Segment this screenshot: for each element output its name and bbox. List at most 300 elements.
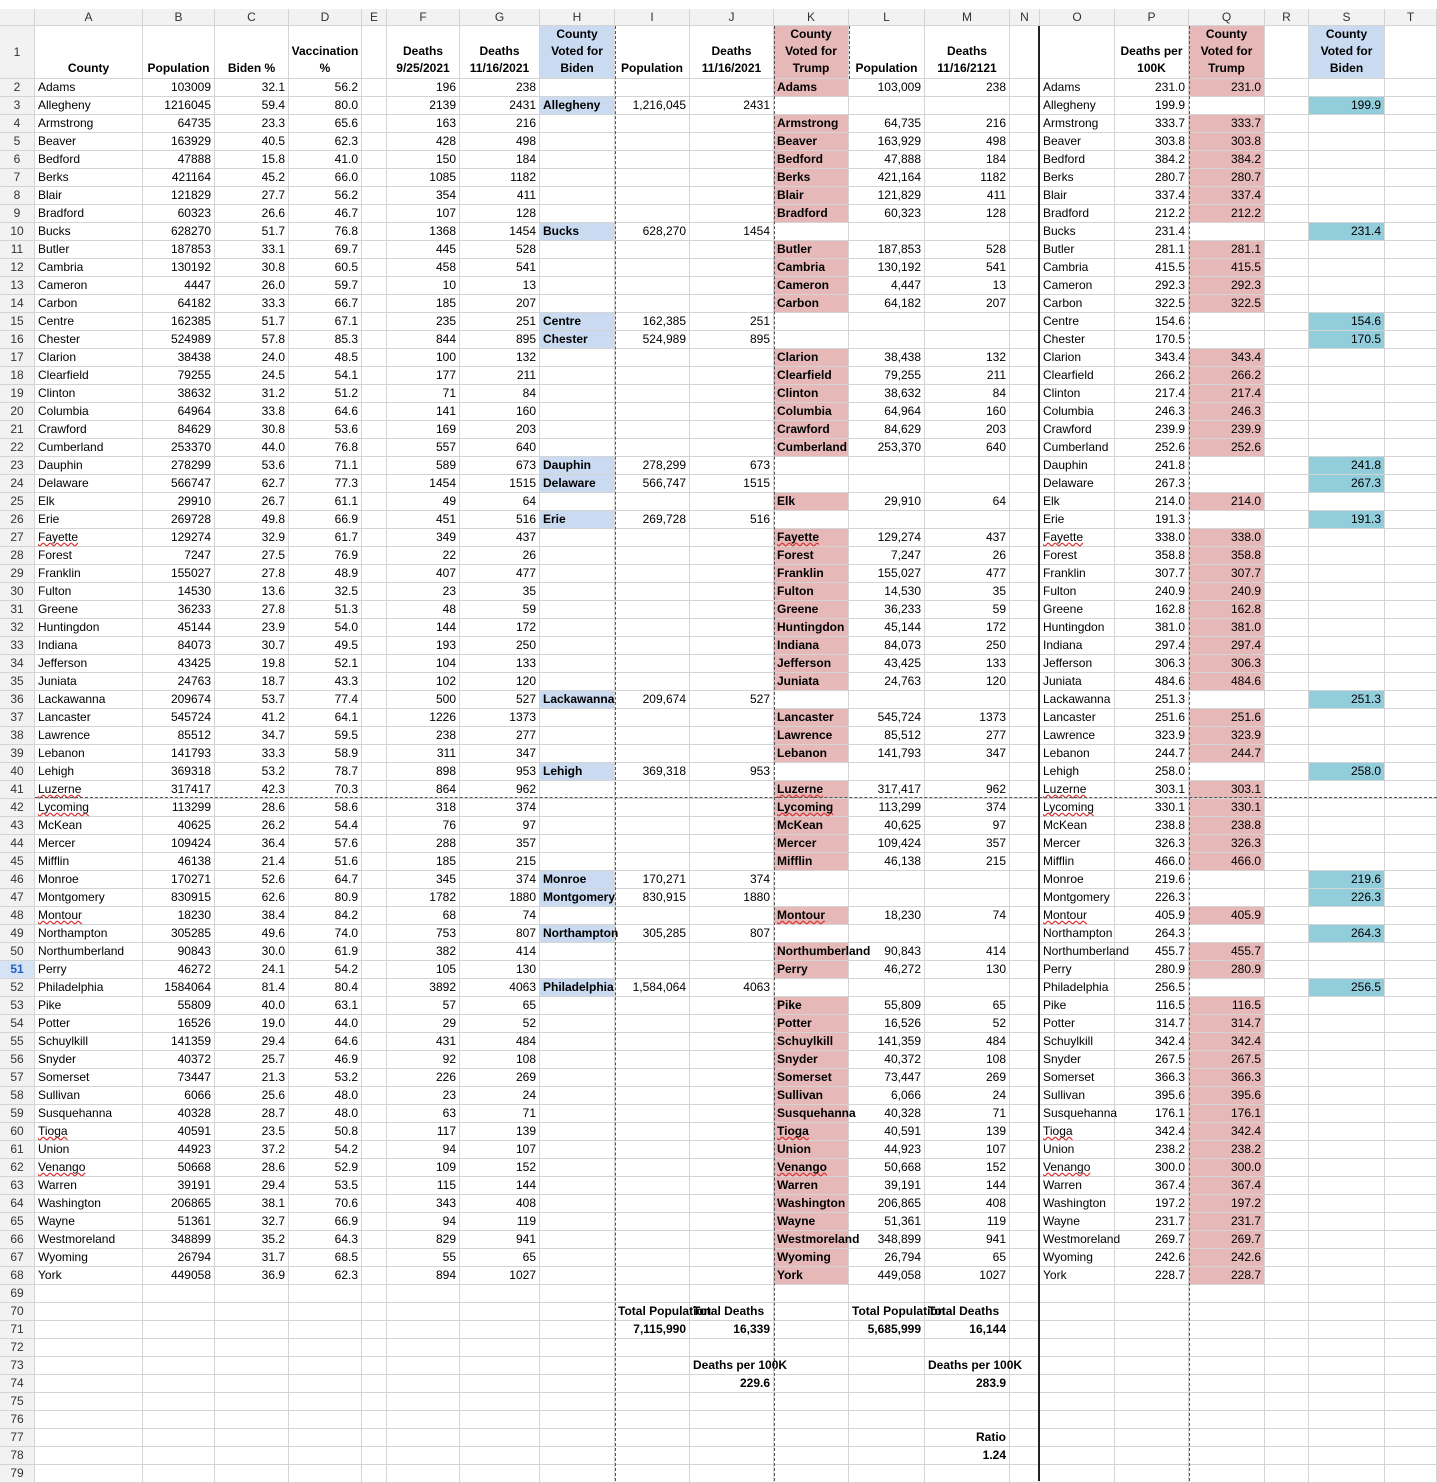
vaccination-cell[interactable]: 67.1 [289, 313, 362, 331]
empty-cell[interactable] [1189, 511, 1265, 529]
empty-cell[interactable] [540, 835, 615, 853]
empty-cell[interactable] [362, 1123, 387, 1141]
empty-cell[interactable] [1385, 1249, 1437, 1267]
trump-per100k-cell[interactable]: 300.0 [1189, 1159, 1265, 1177]
vaccination-cell[interactable]: 52.9 [289, 1159, 362, 1177]
population-cell[interactable]: 524989 [143, 331, 215, 349]
empty-cell[interactable] [1385, 205, 1437, 223]
biden-pct-cell[interactable]: 42.3 [215, 781, 289, 799]
empty-cell[interactable] [362, 421, 387, 439]
trump-deaths-cell[interactable]: 65 [925, 1249, 1010, 1267]
biden-deaths-cell[interactable]: 953 [690, 763, 774, 781]
empty-cell[interactable] [35, 1285, 143, 1303]
empty-cell[interactable] [1309, 1267, 1385, 1285]
per100k-cell[interactable]: 219.6 [1115, 871, 1189, 889]
empty-cell[interactable] [1265, 817, 1309, 835]
empty-cell[interactable] [615, 1141, 690, 1159]
county-name-copy[interactable]: Schuylkill [1040, 1033, 1115, 1051]
empty-cell[interactable] [362, 835, 387, 853]
empty-cell[interactable] [1010, 1429, 1040, 1447]
county-name-copy[interactable]: McKean [1040, 817, 1115, 835]
empty-cell[interactable] [35, 1393, 143, 1411]
empty-cell[interactable] [925, 457, 1010, 475]
empty-cell[interactable] [387, 1429, 460, 1447]
empty-cell[interactable] [1265, 907, 1309, 925]
trump-per100k-cell[interactable]: 292.3 [1189, 277, 1265, 295]
empty-cell[interactable] [615, 1375, 690, 1393]
empty-cell[interactable] [774, 1429, 849, 1447]
trump-per100k-cell[interactable]: 214.0 [1189, 493, 1265, 511]
vaccination-cell[interactable]: 57.6 [289, 835, 362, 853]
empty-cell[interactable] [849, 97, 925, 115]
empty-cell[interactable] [1265, 223, 1309, 241]
empty-cell[interactable] [849, 979, 925, 997]
trump-population-cell[interactable]: 46,272 [849, 961, 925, 979]
biden-per100k-cell[interactable]: 241.8 [1309, 457, 1385, 475]
empty-cell[interactable] [1385, 331, 1437, 349]
empty-cell[interactable] [690, 493, 774, 511]
empty-cell[interactable] [1010, 853, 1040, 871]
row-header-79[interactable]: 79 [0, 1465, 35, 1483]
empty-cell[interactable] [1265, 799, 1309, 817]
biden-pct-cell[interactable]: 31.7 [215, 1249, 289, 1267]
county-name-copy[interactable]: Snyder [1040, 1051, 1115, 1069]
empty-cell[interactable] [849, 313, 925, 331]
biden-pct-cell[interactable]: 15.8 [215, 151, 289, 169]
empty-cell[interactable] [362, 1303, 387, 1321]
empty-cell[interactable] [1265, 1069, 1309, 1087]
empty-cell[interactable] [1189, 457, 1265, 475]
empty-cell[interactable] [35, 1465, 143, 1483]
trump-population-cell[interactable]: 18,230 [849, 907, 925, 925]
biden-pct-cell[interactable]: 30.8 [215, 421, 289, 439]
population-cell[interactable]: 628270 [143, 223, 215, 241]
empty-cell[interactable] [540, 727, 615, 745]
county-name-copy[interactable]: Lycoming [1040, 799, 1115, 817]
biden-pct-cell[interactable]: 32.7 [215, 1213, 289, 1231]
biden-county-cell[interactable]: Montgomery [540, 889, 615, 907]
empty-cell[interactable] [690, 1213, 774, 1231]
empty-cell[interactable] [1265, 709, 1309, 727]
empty-cell[interactable] [1265, 835, 1309, 853]
empty-cell[interactable] [1309, 565, 1385, 583]
empty-cell[interactable] [615, 547, 690, 565]
row-header-51[interactable]: 51 [0, 961, 35, 979]
deaths-sep-cell[interactable]: 150 [387, 151, 460, 169]
biden-pct-cell[interactable]: 59.4 [215, 97, 289, 115]
biden-pct-cell[interactable]: 37.2 [215, 1141, 289, 1159]
empty-cell[interactable] [362, 475, 387, 493]
row-header-18[interactable]: 18 [0, 367, 35, 385]
vaccination-cell[interactable]: 64.3 [289, 1231, 362, 1249]
empty-cell[interactable] [1385, 997, 1437, 1015]
empty-cell[interactable] [1189, 1285, 1265, 1303]
deaths-sep-cell[interactable]: 829 [387, 1231, 460, 1249]
empty-cell[interactable] [35, 1375, 143, 1393]
per100k-cell[interactable]: 303.8 [1115, 133, 1189, 151]
deaths-sep-cell[interactable]: 753 [387, 925, 460, 943]
deaths-sep-cell[interactable]: 55 [387, 1249, 460, 1267]
column-header-G[interactable]: G [460, 9, 540, 26]
column-header-I[interactable]: I [615, 9, 690, 26]
vaccination-cell[interactable]: 56.2 [289, 79, 362, 97]
population-cell[interactable]: 60323 [143, 205, 215, 223]
row-header-57[interactable]: 57 [0, 1069, 35, 1087]
biden-per100k-cell[interactable]: 219.6 [1309, 871, 1385, 889]
empty-cell[interactable] [540, 583, 615, 601]
empty-cell[interactable] [215, 1303, 289, 1321]
biden-pct-cell[interactable]: 38.4 [215, 907, 289, 925]
column-header-J[interactable]: J [690, 9, 774, 26]
empty-cell[interactable] [289, 1285, 362, 1303]
population-cell[interactable]: 26794 [143, 1249, 215, 1267]
row-header-36[interactable]: 36 [0, 691, 35, 709]
empty-cell[interactable] [1309, 637, 1385, 655]
empty-cell[interactable] [1189, 979, 1265, 997]
deaths-sep-cell[interactable]: 100 [387, 349, 460, 367]
vaccination-cell[interactable]: 48.0 [289, 1087, 362, 1105]
county-name-copy[interactable]: Elk [1040, 493, 1115, 511]
empty-cell[interactable] [1010, 1249, 1040, 1267]
empty-cell[interactable] [1265, 151, 1309, 169]
trump-deaths-cell[interactable]: 172 [925, 619, 1010, 637]
county-name-copy[interactable]: Bedford [1040, 151, 1115, 169]
empty-cell[interactable] [1385, 277, 1437, 295]
empty-cell[interactable] [387, 1303, 460, 1321]
trump-per100k-value[interactable]: 283.9 [925, 1375, 1010, 1393]
deaths-nov-cell[interactable]: 541 [460, 259, 540, 277]
county-name-copy[interactable]: Allegheny [1040, 97, 1115, 115]
empty-cell[interactable] [1265, 511, 1309, 529]
deaths-nov-cell[interactable]: 119 [460, 1213, 540, 1231]
empty-cell[interactable] [362, 565, 387, 583]
trump-population-cell[interactable]: 46,138 [849, 853, 925, 871]
population-cell[interactable]: 109424 [143, 835, 215, 853]
county-name[interactable]: Allegheny [35, 97, 143, 115]
biden-county-cell[interactable]: Philadelphia [540, 979, 615, 997]
empty-cell[interactable] [460, 1357, 540, 1375]
biden-per100k-value[interactable]: 229.6 [690, 1375, 774, 1393]
empty-cell[interactable] [362, 511, 387, 529]
biden-population-cell[interactable]: 1,216,045 [615, 97, 690, 115]
county-name-copy[interactable]: Juniata [1040, 673, 1115, 691]
trump-per100k-cell[interactable]: 267.5 [1189, 1051, 1265, 1069]
county-name-copy[interactable]: Carbon [1040, 295, 1115, 313]
biden-pct-cell[interactable]: 36.4 [215, 835, 289, 853]
empty-cell[interactable] [540, 1465, 615, 1483]
empty-cell[interactable] [690, 709, 774, 727]
trump-per100k-cell[interactable]: 176.1 [1189, 1105, 1265, 1123]
deaths-nov-cell[interactable]: 528 [460, 241, 540, 259]
empty-cell[interactable] [615, 1231, 690, 1249]
per100k-cell[interactable]: 303.1 [1115, 781, 1189, 799]
empty-cell[interactable] [1385, 1195, 1437, 1213]
empty-cell[interactable] [1010, 1411, 1040, 1429]
biden-deaths-cell[interactable]: 527 [690, 691, 774, 709]
empty-cell[interactable] [1265, 187, 1309, 205]
empty-cell[interactable] [615, 1213, 690, 1231]
empty-cell[interactable] [362, 169, 387, 187]
trump-population-cell[interactable]: 155,027 [849, 565, 925, 583]
empty-cell[interactable] [1010, 1141, 1040, 1159]
trump-per100k-cell[interactable]: 162.8 [1189, 601, 1265, 619]
empty-cell[interactable] [362, 979, 387, 997]
empty-cell[interactable] [362, 1159, 387, 1177]
county-name[interactable]: Delaware [35, 475, 143, 493]
biden-population-cell[interactable]: 278,299 [615, 457, 690, 475]
deaths-nov-cell[interactable]: 1373 [460, 709, 540, 727]
trump-county-cell[interactable]: Forest [774, 547, 849, 565]
county-name-copy[interactable]: Westmoreland [1040, 1231, 1115, 1249]
deaths-sep-cell[interactable]: 445 [387, 241, 460, 259]
population-cell[interactable]: 369318 [143, 763, 215, 781]
empty-cell[interactable] [1265, 1051, 1309, 1069]
empty-cell[interactable] [540, 1303, 615, 1321]
per100k-cell[interactable]: 251.3 [1115, 691, 1189, 709]
empty-cell[interactable] [362, 637, 387, 655]
empty-cell[interactable] [362, 385, 387, 403]
row-header-8[interactable]: 8 [0, 187, 35, 205]
vaccination-cell[interactable]: 66.7 [289, 295, 362, 313]
per100k-cell[interactable]: 246.3 [1115, 403, 1189, 421]
empty-cell[interactable] [615, 655, 690, 673]
empty-cell[interactable] [1010, 223, 1040, 241]
trump-population-cell[interactable]: 40,591 [849, 1123, 925, 1141]
per100k-cell[interactable]: 170.5 [1115, 331, 1189, 349]
empty-cell[interactable] [1265, 1087, 1309, 1105]
county-name-copy[interactable]: Bucks [1040, 223, 1115, 241]
per100k-cell[interactable]: 330.1 [1115, 799, 1189, 817]
empty-cell[interactable] [1309, 1429, 1385, 1447]
empty-cell[interactable] [615, 835, 690, 853]
empty-cell[interactable] [540, 79, 615, 97]
deaths-nov-cell[interactable]: 172 [460, 619, 540, 637]
empty-cell[interactable] [1010, 421, 1040, 439]
county-name-copy[interactable]: Lackawanna [1040, 691, 1115, 709]
empty-cell[interactable] [1265, 565, 1309, 583]
empty-cell[interactable] [143, 1357, 215, 1375]
empty-cell[interactable] [362, 241, 387, 259]
empty-cell[interactable] [1265, 691, 1309, 709]
empty-cell[interactable] [615, 1285, 690, 1303]
column-header-K[interactable]: K [774, 9, 849, 26]
empty-cell[interactable] [690, 817, 774, 835]
empty-cell[interactable] [540, 1087, 615, 1105]
county-name[interactable]: Union [35, 1141, 143, 1159]
row-header-29[interactable]: 29 [0, 565, 35, 583]
empty-cell[interactable] [1265, 169, 1309, 187]
vaccination-cell[interactable]: 43.3 [289, 673, 362, 691]
vaccination-cell[interactable]: 64.7 [289, 871, 362, 889]
biden-pct-cell[interactable]: 53.2 [215, 763, 289, 781]
empty-cell[interactable] [362, 187, 387, 205]
empty-cell[interactable] [1385, 1069, 1437, 1087]
trump-population-cell[interactable]: 29,910 [849, 493, 925, 511]
trump-deaths-cell[interactable]: 130 [925, 961, 1010, 979]
empty-cell[interactable] [1010, 817, 1040, 835]
deaths-nov-cell[interactable]: 215 [460, 853, 540, 871]
empty-cell[interactable] [774, 1447, 849, 1465]
deaths-nov-cell[interactable]: 437 [460, 529, 540, 547]
empty-cell[interactable] [1010, 889, 1040, 907]
empty-cell[interactable] [925, 979, 1010, 997]
vaccination-cell[interactable]: 54.2 [289, 961, 362, 979]
deaths-nov-cell[interactable]: 84 [460, 385, 540, 403]
empty-cell[interactable] [1265, 925, 1309, 943]
empty-cell[interactable] [615, 961, 690, 979]
county-name[interactable]: Fayette [35, 529, 143, 547]
trump-population-cell[interactable]: 43,425 [849, 655, 925, 673]
empty-cell[interactable] [1010, 529, 1040, 547]
empty-cell[interactable] [849, 1429, 925, 1447]
empty-cell[interactable] [615, 349, 690, 367]
row-header-61[interactable]: 61 [0, 1141, 35, 1159]
deaths-nov-cell[interactable]: 107 [460, 1141, 540, 1159]
trump-population-cell[interactable]: 50,668 [849, 1159, 925, 1177]
trump-county-cell[interactable]: Clearfield [774, 367, 849, 385]
empty-cell[interactable] [1385, 223, 1437, 241]
header-J[interactable]: Deaths 11/16/2021 [690, 26, 774, 79]
deaths-nov-cell[interactable]: 211 [460, 367, 540, 385]
empty-cell[interactable] [774, 313, 849, 331]
empty-cell[interactable] [1010, 1213, 1040, 1231]
empty-cell[interactable] [615, 943, 690, 961]
trump-per100k-cell[interactable]: 342.4 [1189, 1123, 1265, 1141]
empty-cell[interactable] [540, 709, 615, 727]
empty-cell[interactable] [362, 1429, 387, 1447]
trump-deaths-cell[interactable]: 1373 [925, 709, 1010, 727]
empty-cell[interactable] [1010, 1375, 1040, 1393]
row-header-78[interactable]: 78 [0, 1447, 35, 1465]
county-name-copy[interactable]: Berks [1040, 169, 1115, 187]
biden-pct-cell[interactable]: 30.0 [215, 943, 289, 961]
empty-cell[interactable] [690, 619, 774, 637]
county-name-copy[interactable]: Beaver [1040, 133, 1115, 151]
per100k-cell[interactable]: 214.0 [1115, 493, 1189, 511]
biden-deaths-cell[interactable]: 251 [690, 313, 774, 331]
empty-cell[interactable] [690, 115, 774, 133]
vaccination-cell[interactable]: 32.5 [289, 583, 362, 601]
trump-population-cell[interactable]: 6,066 [849, 1087, 925, 1105]
county-name[interactable]: Elk [35, 493, 143, 511]
vaccination-cell[interactable]: 51.3 [289, 601, 362, 619]
row-header-39[interactable]: 39 [0, 745, 35, 763]
deaths-nov-cell[interactable]: 160 [460, 403, 540, 421]
empty-cell[interactable] [1385, 1411, 1437, 1429]
empty-cell[interactable] [540, 115, 615, 133]
empty-cell[interactable] [1309, 1087, 1385, 1105]
deaths-nov-cell[interactable]: 941 [460, 1231, 540, 1249]
empty-cell[interactable] [849, 1447, 925, 1465]
empty-cell[interactable] [1265, 241, 1309, 259]
trump-county-cell[interactable]: Bedford [774, 151, 849, 169]
header-M[interactable]: Deaths 11/16/2121 [925, 26, 1010, 79]
empty-cell[interactable] [540, 349, 615, 367]
trump-county-cell[interactable]: Schuylkill [774, 1033, 849, 1051]
county-name-copy[interactable]: Adams [1040, 79, 1115, 97]
empty-cell[interactable] [460, 1321, 540, 1339]
deaths-sep-cell[interactable]: 428 [387, 133, 460, 151]
empty-cell[interactable] [774, 1465, 849, 1483]
row-header-74[interactable]: 74 [0, 1375, 35, 1393]
empty-cell[interactable] [1385, 1159, 1437, 1177]
biden-pct-cell[interactable]: 26.7 [215, 493, 289, 511]
county-name-copy[interactable]: Monroe [1040, 871, 1115, 889]
empty-cell[interactable] [1385, 583, 1437, 601]
empty-cell[interactable] [540, 1375, 615, 1393]
empty-cell[interactable] [362, 1141, 387, 1159]
biden-pct-cell[interactable]: 40.0 [215, 997, 289, 1015]
empty-cell[interactable] [1265, 421, 1309, 439]
county-name[interactable]: Mercer [35, 835, 143, 853]
biden-population-cell[interactable]: 628,270 [615, 223, 690, 241]
population-cell[interactable]: 64182 [143, 295, 215, 313]
trump-per100k-cell[interactable]: 197.2 [1189, 1195, 1265, 1213]
empty-cell[interactable] [1385, 295, 1437, 313]
empty-cell[interactable] [35, 1411, 143, 1429]
vaccination-cell[interactable]: 80.4 [289, 979, 362, 997]
county-name-copy[interactable]: Franklin [1040, 565, 1115, 583]
vaccination-cell[interactable]: 54.2 [289, 1141, 362, 1159]
county-name[interactable]: Venango [35, 1159, 143, 1177]
county-name[interactable]: Lawrence [35, 727, 143, 745]
deaths-nov-cell[interactable]: 59 [460, 601, 540, 619]
empty-cell[interactable] [1309, 1357, 1385, 1375]
row-header-70[interactable]: 70 [0, 1303, 35, 1321]
empty-cell[interactable] [690, 547, 774, 565]
deaths-nov-cell[interactable]: 128 [460, 205, 540, 223]
column-header-L[interactable]: L [849, 9, 925, 26]
county-name[interactable]: Sullivan [35, 1087, 143, 1105]
trump-county-cell[interactable]: Cumberland [774, 439, 849, 457]
empty-cell[interactable] [362, 529, 387, 547]
empty-cell[interactable] [1040, 1303, 1115, 1321]
empty-cell[interactable] [1010, 601, 1040, 619]
empty-cell[interactable] [540, 529, 615, 547]
empty-cell[interactable] [690, 133, 774, 151]
empty-cell[interactable] [1189, 475, 1265, 493]
empty-cell[interactable] [143, 1303, 215, 1321]
empty-cell[interactable] [362, 1087, 387, 1105]
biden-pct-cell[interactable]: 33.1 [215, 241, 289, 259]
population-cell[interactable]: 73447 [143, 1069, 215, 1087]
empty-cell[interactable] [1309, 1285, 1385, 1303]
vaccination-cell[interactable]: 41.0 [289, 151, 362, 169]
empty-cell[interactable] [1040, 26, 1115, 79]
trump-population-cell[interactable]: 40,372 [849, 1051, 925, 1069]
population-cell[interactable]: 7247 [143, 547, 215, 565]
empty-cell[interactable] [1385, 853, 1437, 871]
empty-cell[interactable] [615, 619, 690, 637]
vaccination-cell[interactable]: 70.6 [289, 1195, 362, 1213]
empty-cell[interactable] [362, 1177, 387, 1195]
county-name-copy[interactable]: Bradford [1040, 205, 1115, 223]
empty-cell[interactable] [1385, 925, 1437, 943]
empty-cell[interactable] [690, 349, 774, 367]
population-cell[interactable]: 40625 [143, 817, 215, 835]
vaccination-cell[interactable]: 53.2 [289, 1069, 362, 1087]
county-name-copy[interactable]: Chester [1040, 331, 1115, 349]
trump-county-cell[interactable]: Lebanon [774, 745, 849, 763]
trump-population-cell[interactable]: 317,417 [849, 781, 925, 799]
empty-cell[interactable] [690, 583, 774, 601]
vaccination-cell[interactable]: 48.0 [289, 1105, 362, 1123]
row-header-38[interactable]: 38 [0, 727, 35, 745]
empty-cell[interactable] [615, 493, 690, 511]
biden-per100k-cell[interactable]: 251.3 [1309, 691, 1385, 709]
trump-population-cell[interactable]: 44,923 [849, 1141, 925, 1159]
empty-cell[interactable] [690, 1195, 774, 1213]
